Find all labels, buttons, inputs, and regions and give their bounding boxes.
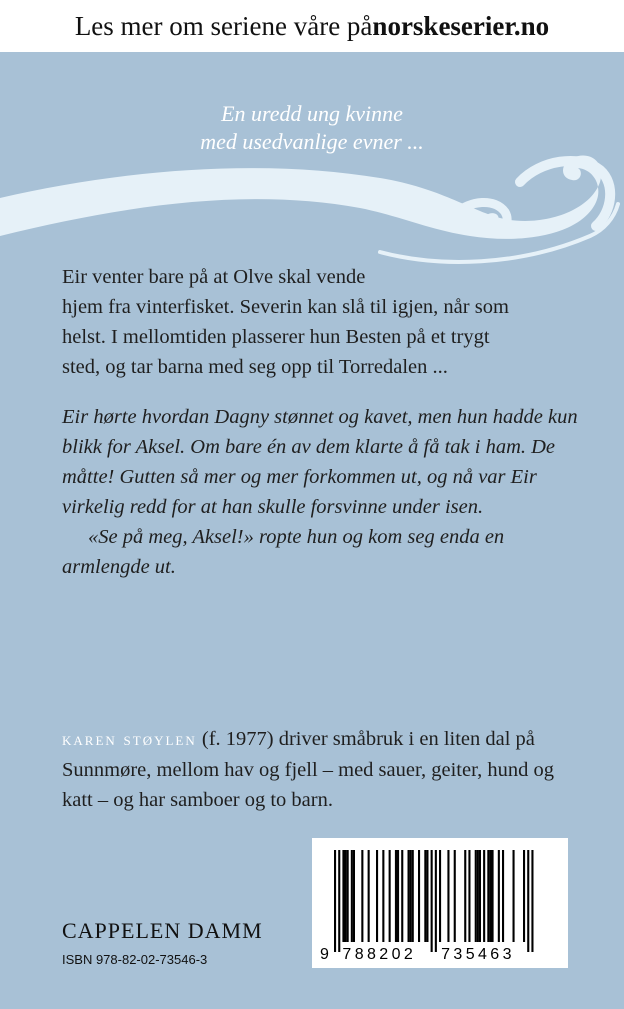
barcode-bar (424, 850, 426, 942)
tagline-line-1: En uredd ung kvinne (221, 101, 403, 126)
author-bio-text: (f. 1977) driver småbruk i en liten dal på Sunnmøre, mellom hav og fjell – med sauer, geiter, hund og katt – og har samboer og to barn. (62, 728, 554, 811)
barcode-bar (368, 850, 370, 942)
barcode-bar (475, 850, 477, 942)
publisher-logo: CAPPELEN DAMM (62, 918, 263, 943)
barcode-bar (487, 850, 489, 942)
barcode-bar (527, 850, 529, 952)
barcode-bar (435, 850, 437, 952)
barcode-bar (502, 850, 504, 942)
barcode-bar (347, 850, 349, 942)
barcode-bars (312, 838, 568, 968)
barcode-bar (498, 850, 500, 942)
tagline-line-2: med usedvanlige evner ... (200, 129, 424, 154)
barcode-bar (376, 850, 378, 942)
banner-site-link[interactable]: norskeserier.no (372, 10, 550, 41)
blurb-line: hjem fra vinterfisket. Severin kan slå til igjen, når som (62, 296, 509, 318)
barcode-left-digits: 788202 (342, 946, 417, 963)
excerpt-paragraph-1: Eir hørte hvordan Dagny stønnet og kavet, men hun hadde kun blikk for Aksel. Om bare én av dem klarte å få tak i ham. De måtte! Gutten så mer og mer forkommen ut, og nå var Eir virkelig redd for at han skulle forsvinne under isen. (62, 406, 578, 518)
barcode-bar (412, 850, 414, 942)
barcode-bar (464, 850, 466, 942)
author-name: karen støylen (62, 729, 197, 750)
barcode-bar (513, 850, 515, 942)
barcode-bar (345, 850, 347, 942)
barcode-bar (389, 850, 391, 942)
barcode-bar (353, 850, 355, 942)
barcode-bar (483, 850, 485, 942)
blurb-line: sted, og tar barna med seg opp til Torredalen ... (62, 356, 448, 378)
barcode-bar (410, 850, 412, 942)
barcode-bar (454, 850, 456, 942)
barcode-bar (361, 850, 363, 942)
barcode-bar (523, 850, 525, 942)
barcode-bar (477, 850, 479, 942)
barcode-bar (468, 850, 470, 942)
wave-swirl-decoration (0, 140, 624, 280)
barcode-bar (531, 850, 533, 952)
barcode-bar (426, 850, 428, 942)
barcode-right-digits: 735463 (441, 946, 515, 963)
barcode-bar (395, 850, 397, 942)
blurb-line: Eir venter bare på at Olve skal vende (62, 266, 366, 288)
barcode-bar (418, 850, 420, 942)
top-banner (0, 0, 624, 52)
barcode-bar (479, 850, 481, 942)
barcode-bar (408, 850, 410, 942)
barcode-bar (431, 850, 433, 952)
blurb-line: helst. I mellomtiden plasserer hun Besten på et trygt (62, 326, 490, 348)
barcode-bar (447, 850, 449, 942)
barcode-bar (397, 850, 399, 942)
barcode (312, 838, 568, 968)
barcode-bar (334, 850, 336, 952)
barcode-bar (439, 850, 441, 942)
blurb (62, 262, 562, 382)
barcode-bar (382, 850, 384, 942)
barcode-bar (338, 850, 340, 952)
barcode-first-digit: 9 (320, 946, 329, 963)
banner-text: Les mer om seriene våre på (74, 10, 373, 41)
barcode-bar (492, 850, 494, 942)
barcode-bar (489, 850, 491, 942)
barcode-bar (342, 850, 344, 942)
barcode-bar (401, 850, 403, 942)
excerpt-paragraph-2: «Se på meg, Aksel!» ropte hun og kom seg enda en armlengde ut. (62, 526, 505, 578)
excerpt (62, 402, 592, 582)
barcode-bar (351, 850, 353, 942)
isbn: ISBN 978-82-02-73546-3 (62, 952, 208, 967)
author-bio (62, 724, 582, 815)
